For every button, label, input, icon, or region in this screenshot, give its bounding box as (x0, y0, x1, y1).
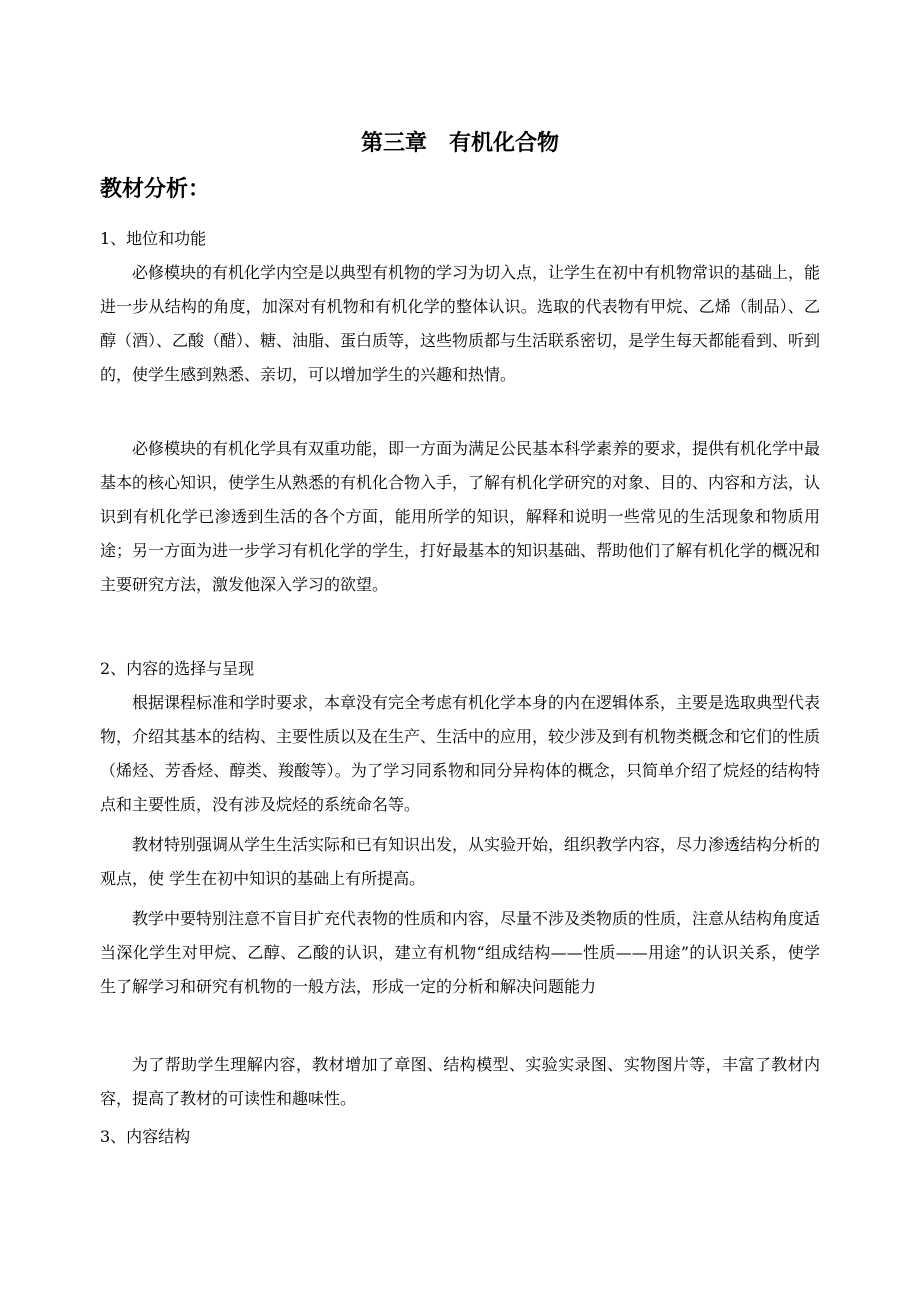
chapter-title: 第三章 有机化合物 (360, 131, 559, 156)
paragraph-1-1: 必修模块的有机化学内空是以典型有机物的学习为切入点，让学生在初中有机物常识的基础上，能进一步从结构的角度，加深对有机物和有机化学的整体认识。选取的代表物有甲烷、乙烯（制品）、乙醇（酒）、乙酸（醋）、糖、油脂、蛋白质等，这些物质都与生活联系密切，是学生每天都能看到、听到的，使学生感到熟悉、亲切，可以增加学生的兴趣和热情。 (100, 263, 821, 384)
paragraph-2-4: 为了帮助学生理解内容，教材增加了章图、结构模型、实验实录图、实物图片等，丰富了教材内容，提高了教材的可读性和趣味性。 (100, 1055, 820, 1108)
subheading-2: 2、内容的选择与呈现 (100, 659, 255, 678)
subheading-3: 3、内容结构 (100, 1127, 191, 1146)
paragraph-2-3: 教学中要特别注意不盲目扩充代表物的性质和内容，尽量不涉及类物质的性质，注意从结构角度适当深化学生对甲烷、乙醇、乙酸的认识，建立有机物“组成结构——性质——用途”的认识关系，使学生了解学习和研究有机物的一般方法，形成一定的分析和解决问题能力 (100, 909, 821, 996)
section-heading: 教材分析： (100, 177, 211, 202)
paragraph-2-1: 根据课程标准和学时要求，本章没有完全考虑有机化学本身的内在逻辑体系，主要是选取典型代表物，介绍其基本的结构、主要性质以及在生产、生活中的应用，较少涉及到有机物类概念和它们的性质（烯烃、芳香烃、醇类、羧酸等）。为了学习同系物和同分异构体的概念，只简单介绍了烷烃的结构特点和主要性质，没有涉及烷烃的系统命名等。 (100, 693, 821, 814)
subheading-1: 1、地位和功能 (100, 229, 207, 248)
paragraph-2-2: 教材特别强调从学生生活实际和已有知识出发，从实验开始，组织教学内容，尽力渗透结构分析的观点，使 学生在初中知识的基础上有所提高。 (100, 835, 821, 888)
paragraph-1-2: 必修模块的有机化学具有双重功能，即一方面为满足公民基本科学素养的要求，提供有机化学中最基本的核心知识，使学生从熟悉的有机化合物入手，了解有机化学研究的对象、目的、内容和方法，认识到有机化学已渗透到生活的各个方面，能用所学的知识，解释和说明一些常见的生活现象和物质用途；另一方面为进一步学习有机化学的学生，打好最基本的知识基础、帮助他们了解有机化学的概况和主要研究方法，激发他深入学习的欲望。 (100, 439, 821, 594)
